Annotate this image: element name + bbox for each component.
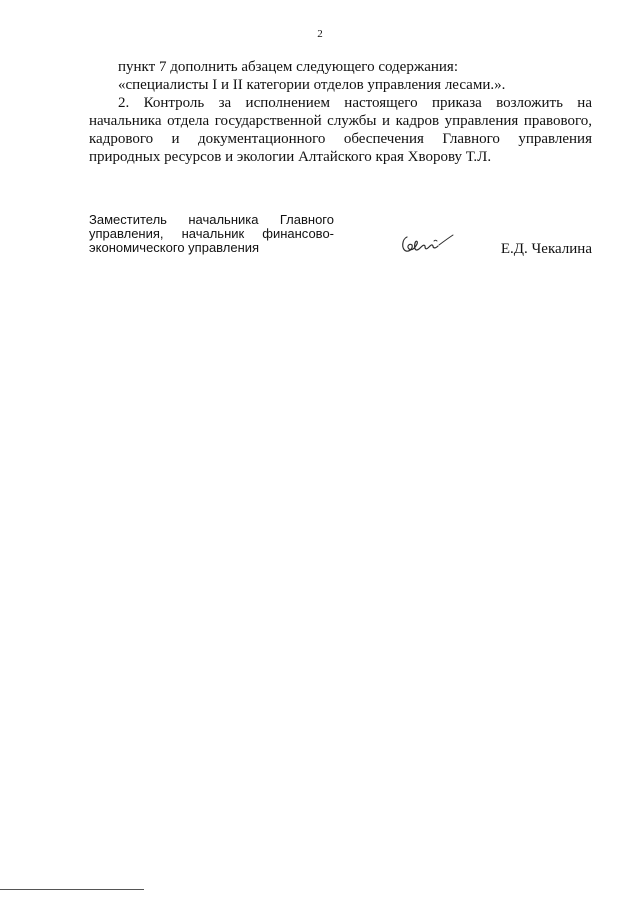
signer-name: Е.Д. Чекалина (500, 241, 592, 257)
handwritten-signature (398, 229, 456, 257)
signer-position (89, 213, 334, 255)
signer-position-line-2: управления, начальник финансово- (89, 226, 334, 241)
signer-position-line-3: экономического управления (89, 240, 260, 255)
document-body (89, 58, 592, 166)
footer-divider (0, 889, 144, 890)
page-number: 2 (317, 28, 323, 40)
signature-block (89, 213, 592, 263)
paragraph-quoted-addition: «специалисты I и II категории отделов управления лесами.». (118, 77, 506, 93)
signer-position-line-1: Заместитель начальника Главного (89, 212, 334, 227)
paragraph-amend-point-7: пункт 7 дополнить абзацем следующего содержания: (118, 59, 458, 75)
paragraph-control-clause: 2. Контроль за исполнением настоящего приказа возложить на начальника отдела государственной службы и кадров управления правового, кадрового и документационного обеспечения Главного управления природных ресурсов и экологии Алтайского края Хворову Т.Л. (89, 95, 592, 165)
